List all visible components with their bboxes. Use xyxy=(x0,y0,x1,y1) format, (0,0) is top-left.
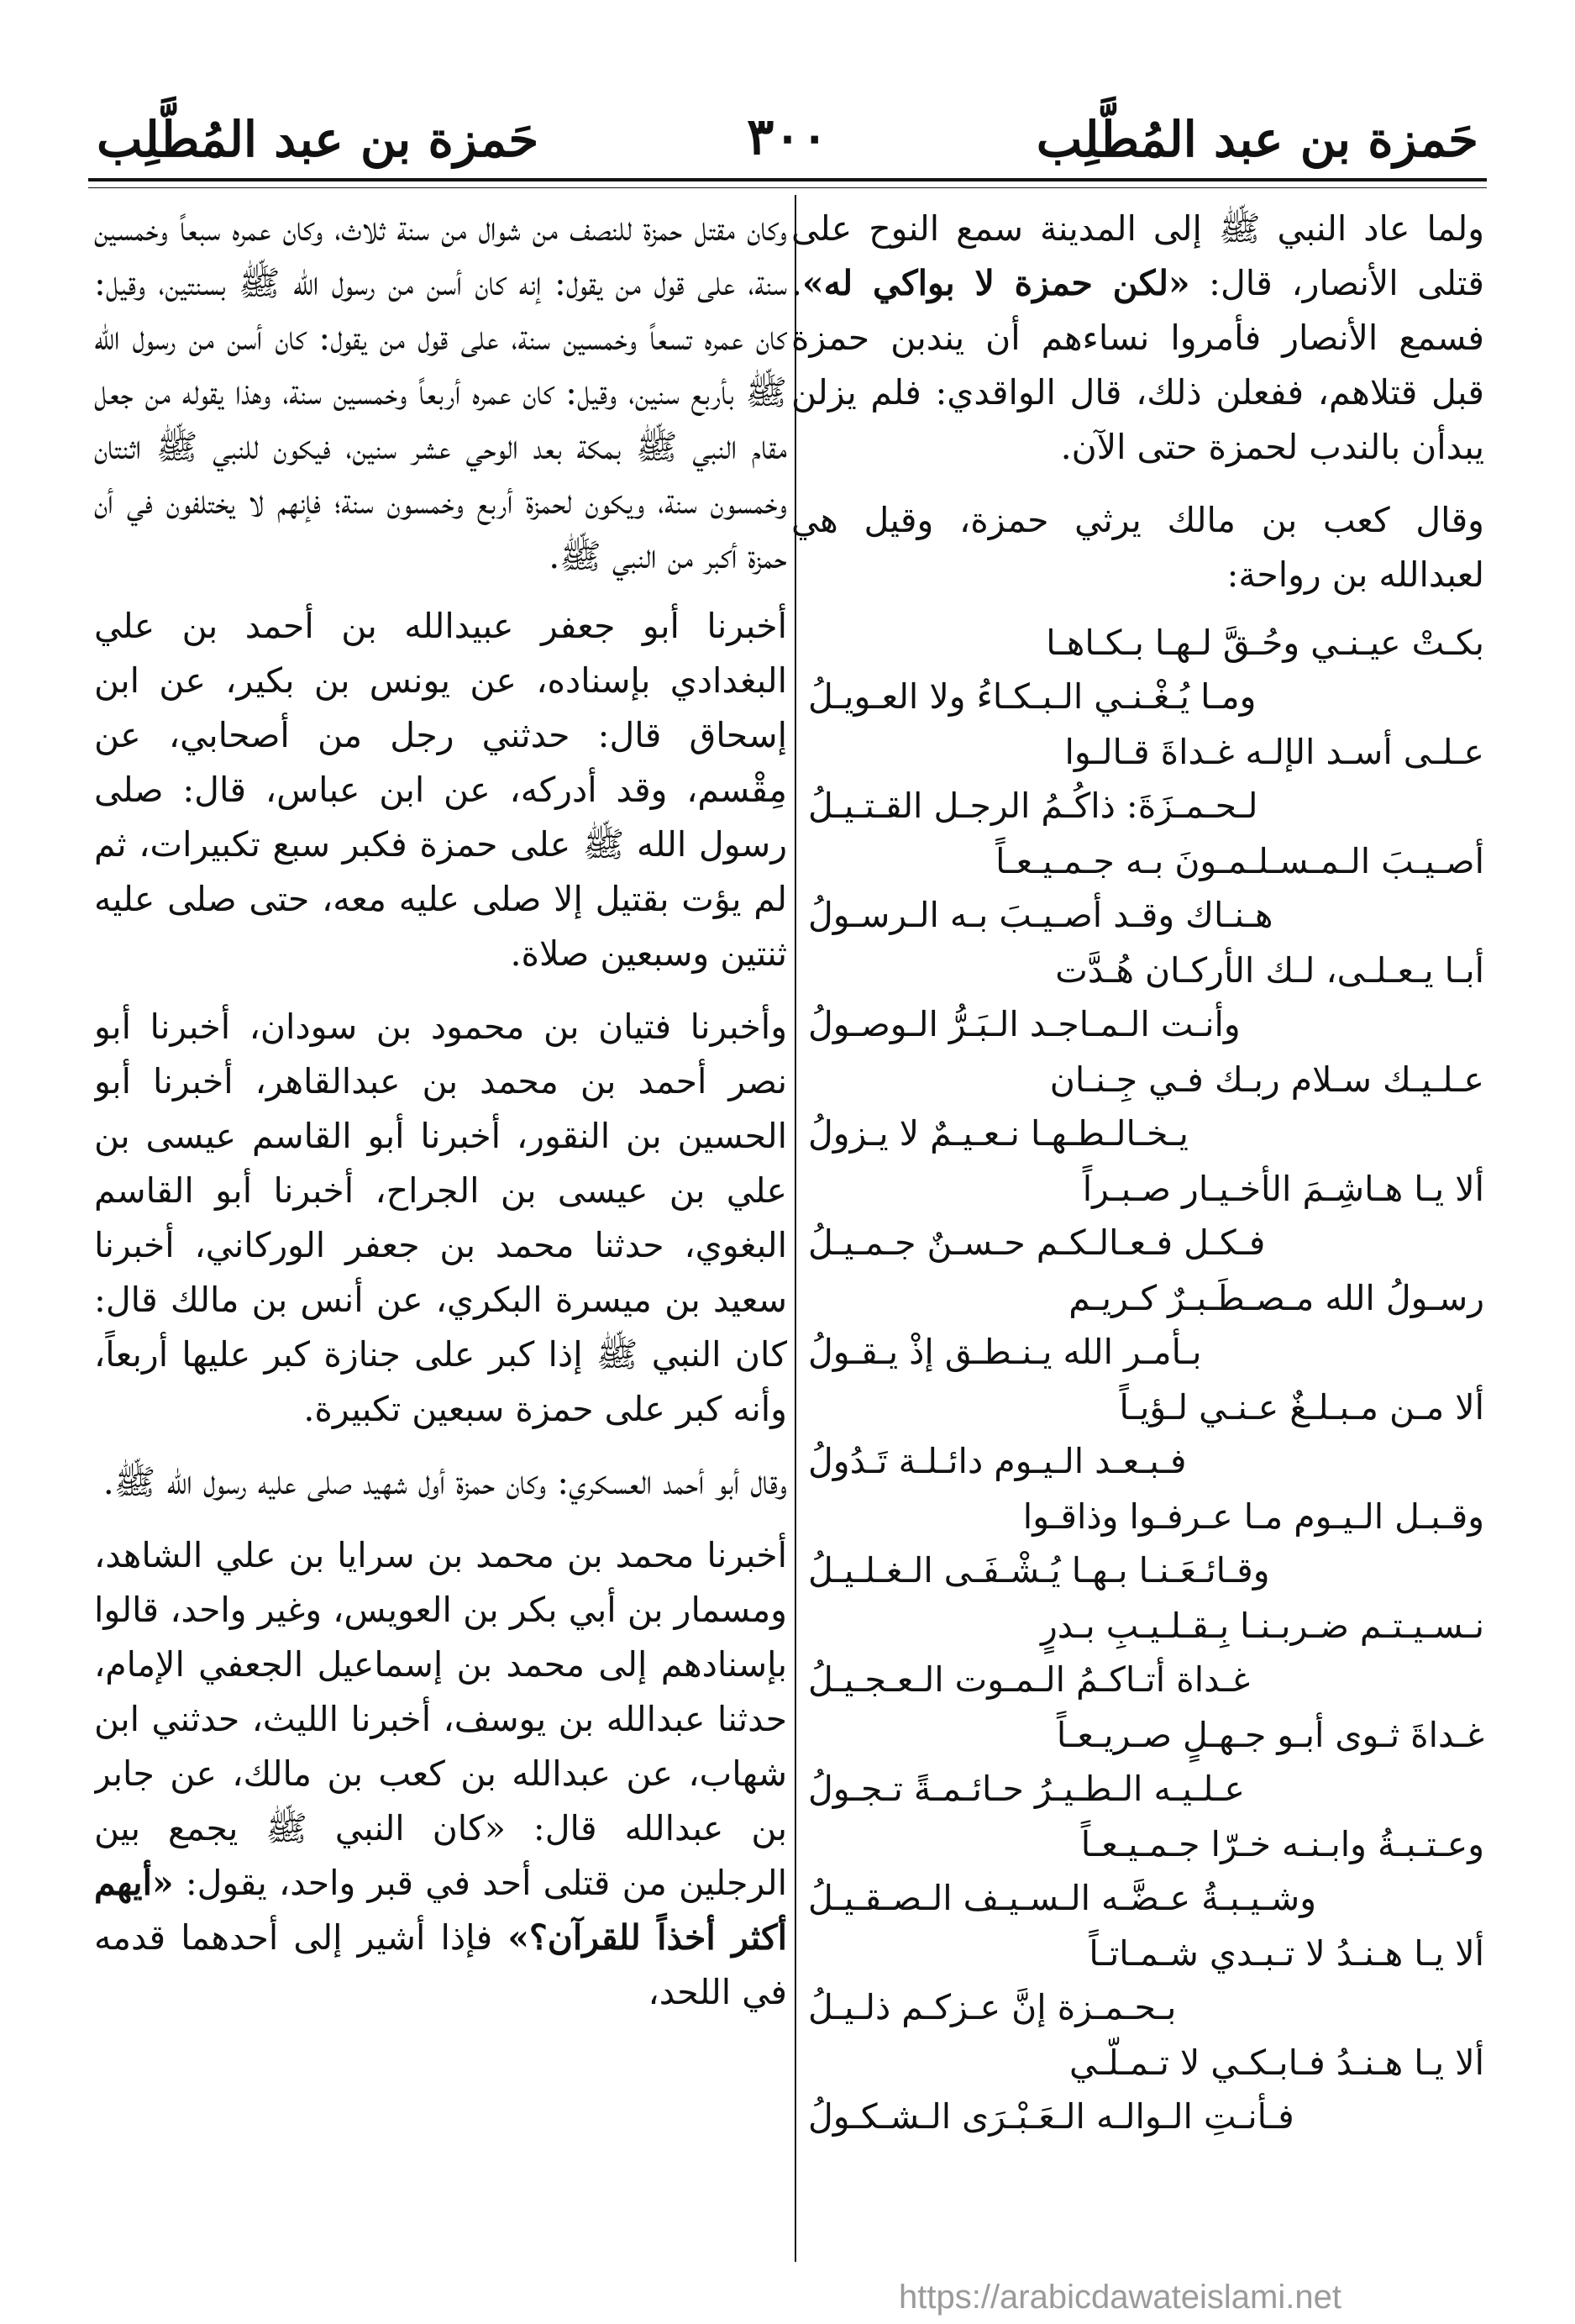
poem-verse xyxy=(791,1273,1484,1382)
paragraph-prayer-narration: أخبرنا أبو جعفر عبيدالله بن أحمد بن علي البغدادي بإسناده، عن يونس بن بكير، عن ابن إسحاق قال: حدثني رجل من أصحابي، عن مِقْسم، وقد أدركه، عن ابن عباس، قال: صلى رسول الله ﷺ على حمزة فكبر سبع تكبيرات، ثم لم يؤت بقتيل إلا صلى عليه معه، حتى صلى عليه ثنتين وسبعين صلاة. xyxy=(94,606,787,974)
first-hemistich: أصـيـبَ الـمـسـلـمـونَ بـه جـمـيـعـاً xyxy=(995,841,1484,881)
second-hemistich: بـأمـر الله يـنـطـق إذْ يـقـولُ xyxy=(808,1332,1202,1372)
first-hemistich: عـلـى أسـد الإلـه غـداةَ قـالـوا xyxy=(1064,732,1484,772)
paragraph-anas-narration: وأخبرنا فتيان بن محمود بن سودان، أخبرنا أبو نصر أحمد بن محمد بن عبدالقاهر، أخبرنا أبو الحسين بن النقور، أخبرنا أبو القاسم عيسى بن علي بن عيسى بن الجراح، أخبرنا أبو القاسم البغوي، حدثنا محمد بن جعفر الوركاني، أخبرنا سعيد بن ميسرة البكري، عن أنس بن مالك قال: كان النبي ﷺ إذا كبر على جنازة كبر عليها أربعاً، وأنه كبر على حمزة سبعين تكبيرة. xyxy=(94,1007,787,1429)
second-hemistich: عـلـيـه الـطـيـرُ حـائـمـةً تـجـولُ xyxy=(808,1769,1245,1809)
second-hemistich: بـحـمـزة إنَّ عـزكـم ذلـيـلُ xyxy=(808,1987,1177,2027)
header-rule-thin xyxy=(88,187,1487,188)
poem-verse xyxy=(791,945,1484,1054)
elegy-poem xyxy=(791,618,1484,2147)
second-hemistich: يـخـالـطـهـا نـعـيـمٌ لا يـزولُ xyxy=(808,1113,1189,1154)
first-hemistich: رسـولُ الله مـصـطَـبـرٌ كـريـم xyxy=(1068,1278,1484,1318)
hadith-quote: «أيهم أكثر أخذاً للقرآن؟» xyxy=(94,1863,787,1958)
poem-verse xyxy=(791,1601,1484,1710)
paragraph-text: ولما عاد النبي ﷺ إلى المدينة سمع النوح على قتلى الأنصار، قال: xyxy=(791,208,1484,303)
paragraph-text: فإذا أشير إلى أحدهما قدمه في اللحد، xyxy=(94,1917,787,2012)
second-hemistich: لـحـمـزَةَ: ذاكُـمُ الرجـل القـتـيـلُ xyxy=(808,786,1258,826)
left-column xyxy=(94,202,787,2252)
poem-verse xyxy=(791,1928,1484,2037)
poem-verse xyxy=(791,1710,1484,1819)
running-title-right: حَمزة بن عبد المُطَّلِب xyxy=(1036,111,1478,168)
second-hemistich: هـنـاك وقـد أصـيـبَ بـه الـرسـولُ xyxy=(808,895,1273,935)
paragraph-text: . فسمع الأنصار فأمروا نساءهم أن يندبن حمزة قبل قتلاهم، ففعلن ذلك، قال الواقدي: فلم يزلن يبدأن بالندب لحمزة حتى الآن. xyxy=(791,263,1484,467)
first-hemistich: نـسـيـتـم ضـربـنـا بِـقـلـيـبِ بـدرٍ xyxy=(1040,1606,1484,1646)
paragraph-jabir-narration xyxy=(94,1528,787,2020)
second-hemistich: ومـا يُـغْـنـي الـبـكـاءُ ولا العـويـلُ xyxy=(808,676,1257,717)
first-hemistich: ألا يـا هـاشِـمَ الأخـيـار صـبـراً xyxy=(1082,1169,1484,1209)
second-hemistich: غـداة أتـاكـمُ الـمـوت الـعـجـيـلُ xyxy=(808,1659,1251,1700)
poem-verse xyxy=(791,2037,1484,2147)
poem-verse xyxy=(791,1491,1484,1601)
page-number: ٣٠٠ xyxy=(747,108,828,166)
first-hemistich: ألا يـا هـنـدُ لا تـبـدي شـمـاتـاً xyxy=(1089,1933,1484,1974)
second-hemistich: فـأنـتِ الـوالـه الـعَـبْـرَى الـشـكـولُ xyxy=(808,2096,1294,2137)
second-hemistich: فـبـعـد الـيـوم دائـلـة تَـدُولُ xyxy=(808,1441,1187,1481)
first-hemistich: غـداةَ ثـوى أبـو جـهـلٍ صـريـعـاً xyxy=(1056,1715,1484,1755)
poem-verse xyxy=(791,618,1484,727)
second-hemistich: وشـيـبـةُ عـضَّـه الـسـيـف الـصـقـيـلُ xyxy=(808,1878,1316,1918)
header-rule xyxy=(88,178,1487,181)
paragraph-askari: وقال أبو أحمد العسكري: وكان حمزة أول شهيد صلى عليه رسول الله ﷺ. xyxy=(102,1462,787,1502)
right-column xyxy=(791,202,1484,2252)
second-hemistich: وأنـت الـمـاجـد الـبَـرُّ الـوصـولُ xyxy=(808,1004,1241,1044)
paragraph-mourning xyxy=(791,202,1484,475)
poem-verse xyxy=(791,727,1484,836)
paragraph-text: أخبرنا محمد بن محمد بن سرايا بن علي الشاهد، ومسمار بن أبي بكر بن العويس، وغير واحد، قالوا بإسنادهم إلى محمد بن إسماعيل الجعفي الإمام، حدثنا عبدالله بن يوسف، أخبرنا الليث، حدثني ابن شهاب، عن عبدالله بن كعب بن مالك، عن جابر بن عبدالله قال: «كان النبي ﷺ يجمع بين الرجلين من قتلى أحد في قبر واحد، يقول: xyxy=(94,1535,787,1903)
poem-verse xyxy=(791,1382,1484,1491)
poem-verse xyxy=(791,1819,1484,1928)
poem-verse xyxy=(791,1054,1484,1164)
poem-verse xyxy=(791,1164,1484,1273)
first-hemistich: وعـتـبـةُ وابـنـه خـرّا جـمـيـعـاً xyxy=(1080,1824,1484,1864)
first-hemistich: ألا يـا هـنـدُ فـابـكـي لا تـمـلّـي xyxy=(1068,2043,1484,2083)
first-hemistich: ألا مـن مـبـلـغٌ عـنـي لـؤيـاً xyxy=(1119,1387,1484,1428)
running-title-left: حَمزة بن عبد المُطَّلِب xyxy=(97,111,539,168)
first-hemistich: وقـبـل الـيـوم مـا عـرفـوا وذاقـوا xyxy=(1022,1496,1484,1537)
second-hemistich: وقـائـعَـنـا بـهـا يُـشْـفَـى الـغـلـيـلُ xyxy=(808,1550,1270,1591)
paragraph-poem-intro: وقال كعب بن مالك يرثي حمزة، وقيل هي لعبدالله بن رواحة: xyxy=(791,500,1484,595)
first-hemistich: أبـا يـعـلـى، لـك الأركـان هُـدَّت xyxy=(1055,950,1484,991)
site-watermark: https://arabicdawateislami.net xyxy=(899,2279,1341,2316)
first-hemistich: عـلـيـك سـلام ربـك فـي جِـنـان xyxy=(1049,1059,1484,1100)
page-header xyxy=(88,94,1487,170)
paragraph-age: وكان مقتل حمزة للنصف من شوال من سنة ثلاث، وكان عمره سبعاً وخمسين سنة، على قول من يقول: إنه كان أسن من رسول الله ﷺ بسنتين، وقيل: كان عمره تسعاً وخمسين سنة، على قول من يقول: كان أسن من رسول الله ﷺ بأربع سنين، وقيل: كان عمره أربعاً وخمسين سنة، وهذا يقوله من جعل مقام النبي ﷺ بمكة بعد الوحي عشر سنين، فيكون للنبي ﷺ اثنتان وخمسون سنة، ويكون لحمزة أربع وخمسون سنة؛ فإنهم لا يختلفون في أن حمزة أكبر من النبي ﷺ. xyxy=(94,208,787,576)
poem-verse xyxy=(791,836,1484,945)
hadith-quote: «لكن حمزة لا بواكي له» xyxy=(802,263,1190,303)
second-hemistich: فـكـل فـعـالـكـم حـسـنٌ جـمـيـلُ xyxy=(808,1222,1266,1263)
first-hemistich: بكـتْ عيـنـي وحُـقَّ لـهـا بـكـاهـا xyxy=(1046,623,1484,663)
